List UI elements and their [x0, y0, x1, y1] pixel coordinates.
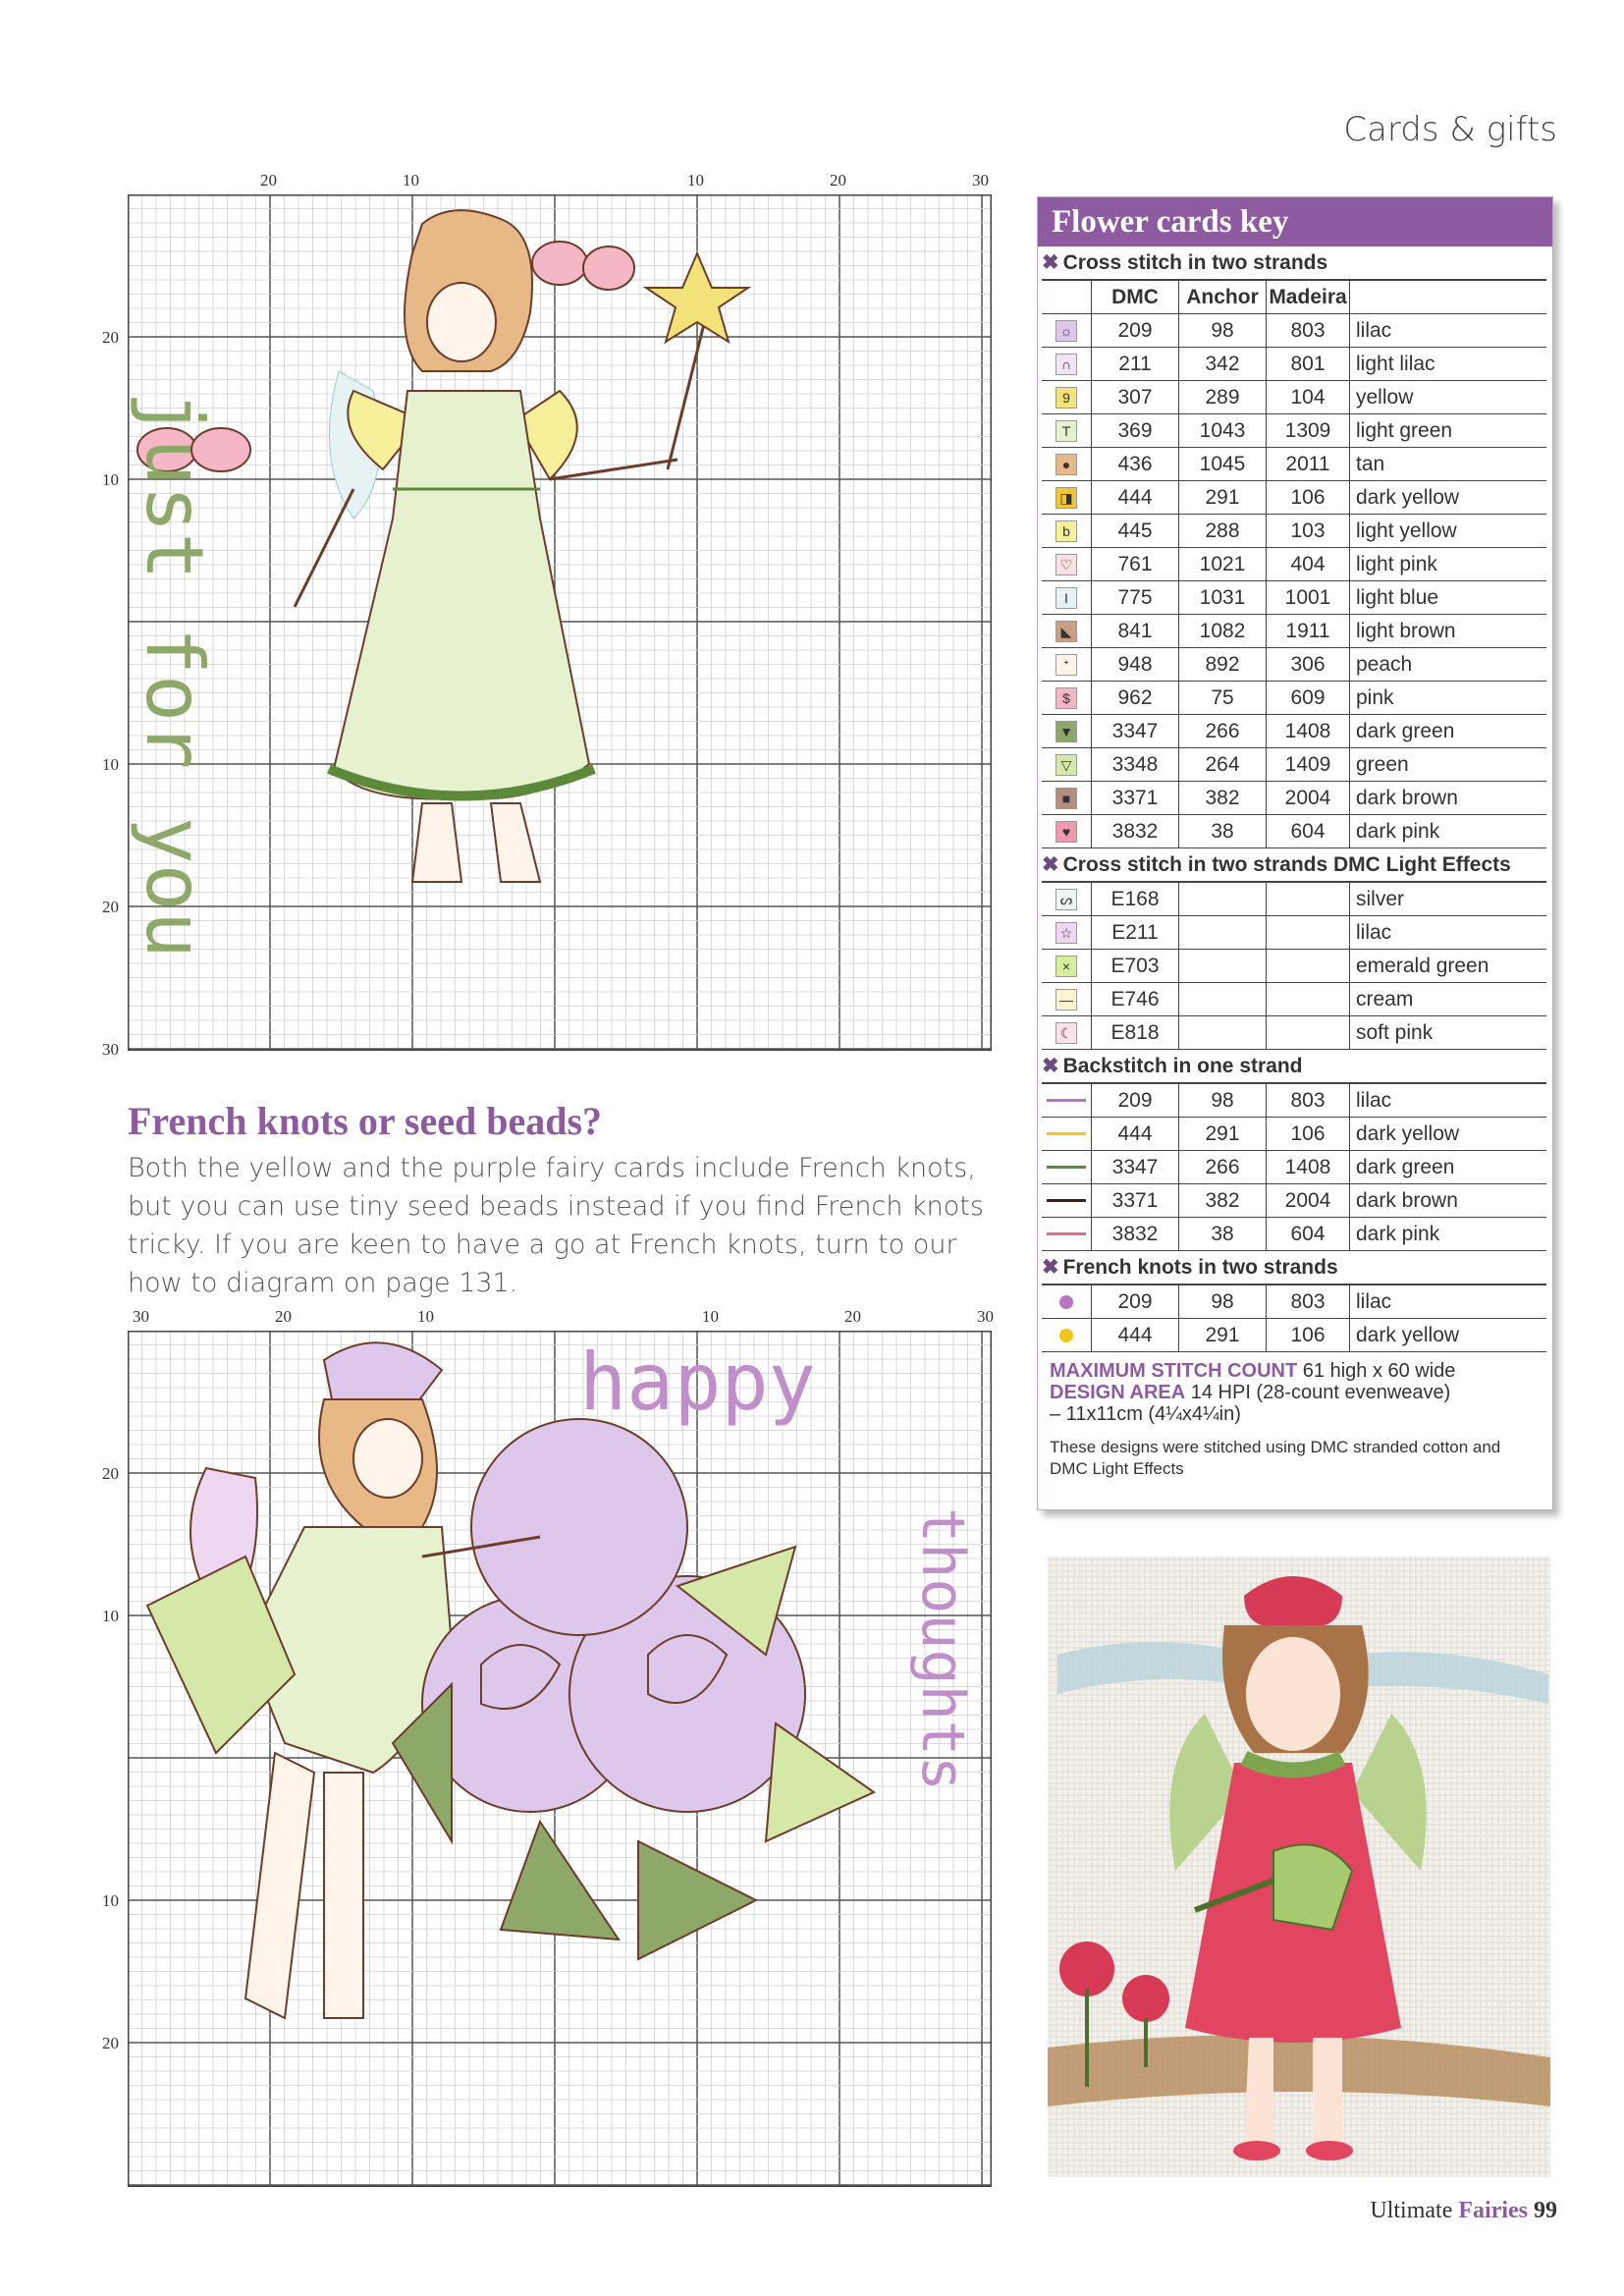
backstitch-line-icon — [1047, 1199, 1086, 1202]
magazine-name: Ultimate — [1370, 2198, 1453, 2223]
left-axis-number: 10 — [102, 755, 119, 774]
backstitch-line-icon — [1047, 1166, 1086, 1169]
stitch-symbol-icon: ∩ — [1056, 354, 1077, 375]
left-axis-number: 10 — [102, 470, 119, 489]
page-footer — [1370, 2198, 1557, 2224]
key-row: T 369 1043 1309 light green — [1042, 414, 1546, 448]
top-axis-number: 20 — [275, 1307, 292, 1326]
key-row: 3832 38 604 dark pink — [1042, 1218, 1546, 1251]
key-row: ☾ E818 soft pink — [1042, 1016, 1546, 1050]
key-row: ▼ 3347 266 1408 dark green — [1042, 715, 1546, 748]
stitch-symbol-icon: b — [1056, 520, 1077, 542]
chart-message-side: thoughts — [908, 1507, 977, 1791]
top-axis-number: 30 — [972, 171, 989, 190]
key-title: Flower cards key — [1038, 197, 1552, 246]
tip-body: Both the yellow and the purple fairy cards include French knots, but you can use tiny seed beads instead if you find French knots tricky. If you are keen to have a go at French knots, turn to our how to diagram on page 131. — [128, 1153, 984, 1298]
top-axis-number: 20 — [830, 171, 846, 190]
stitch-symbol-icon: ■ — [1056, 788, 1077, 809]
cross-stitch-chart-fairy-yellow — [102, 171, 992, 1059]
key-row: ● 436 1045 2011 tan — [1042, 448, 1546, 481]
design-area-label: DESIGN AREA — [1050, 1382, 1186, 1403]
design-area-value: 14 HPI (28-count evenweave) — [1190, 1382, 1451, 1403]
stitch-symbol-icon: ♥ — [1056, 821, 1077, 843]
key-row: 9 307 289 104 yellow — [1042, 381, 1546, 414]
stitch-symbol-icon: I — [1056, 587, 1077, 609]
design-area-size: – 11x11cm (4¼x4¼in) — [1050, 1403, 1241, 1425]
french-knot-icon — [1059, 1295, 1073, 1309]
stitch-symbol-icon: ☾ — [1056, 1022, 1077, 1044]
key-row: 209 98 803 lilac — [1042, 1285, 1546, 1319]
key-row: — E746 cream — [1042, 983, 1546, 1016]
key-row: ♡ 761 1021 404 light pink — [1042, 548, 1546, 581]
chart-grid — [128, 1331, 992, 2187]
stitch-symbol-icon: T — [1056, 420, 1077, 442]
key-row: ☆ E211 lilac — [1042, 916, 1546, 950]
key-row: I 775 1031 1001 light blue — [1042, 581, 1546, 615]
left-axis-number: 20 — [102, 898, 119, 916]
chart-message-vertical: just for you — [129, 391, 220, 958]
backstitch-line-icon — [1047, 1099, 1086, 1102]
backstitch-line-icon — [1047, 1232, 1086, 1235]
stitched-card-photo — [1048, 1557, 1550, 2177]
key-section-heading: ✖ Backstitch in one strand — [1042, 1050, 1546, 1084]
left-axis-number: 20 — [102, 1464, 119, 1483]
cross-stitch-chart-fairy-purple — [102, 1307, 994, 2187]
key-section-heading: ✖ Cross stitch in two strands — [1042, 246, 1546, 280]
backstitch-line-icon — [1047, 1132, 1086, 1135]
french-knot-icon — [1059, 1329, 1073, 1342]
key-row: 3347 266 1408 dark green — [1042, 1151, 1546, 1184]
stitch-symbol-icon: 9 — [1056, 387, 1077, 409]
key-section-heading: ✖ Cross stitch in two strands DMC Light Effects — [1042, 848, 1546, 883]
key-row: $ 962 75 609 pink — [1042, 682, 1546, 715]
section-label: Cards & gifts — [1343, 110, 1557, 149]
key-row: × E703 emerald green — [1042, 950, 1546, 983]
top-axis-number: 20 — [844, 1307, 861, 1326]
stitch-symbol-icon: ▼ — [1056, 721, 1077, 742]
key-row: 444 291 106 dark yellow — [1042, 1319, 1546, 1352]
max-stitch-label: MAXIMUM STITCH COUNT — [1050, 1360, 1298, 1382]
left-axis-number: 10 — [102, 1607, 119, 1625]
key-row: ᐩ 948 892 306 peach — [1042, 648, 1546, 682]
left-axis-number: 20 — [102, 2034, 119, 2052]
top-axis-number: 30 — [977, 1307, 994, 1326]
key-row: ◣ 841 1082 1911 light brown — [1042, 615, 1546, 648]
page-number: 99 — [1534, 2198, 1557, 2223]
chart-grid — [128, 194, 992, 1051]
stitch-symbol-icon: ● — [1056, 454, 1077, 475]
stitch-symbol-icon: ☆ — [1056, 922, 1077, 944]
key-row: 3371 382 2004 dark brown — [1042, 1184, 1546, 1218]
stitch-symbol-icon: — — [1056, 989, 1077, 1011]
magazine-title: Fairies — [1458, 2198, 1528, 2223]
max-stitch-value: 61 high x 60 wide — [1302, 1360, 1456, 1382]
stitch-symbol-icon: $ — [1056, 687, 1077, 709]
top-axis-number: 10 — [403, 171, 419, 190]
key-section-heading: ✖ French knots in two strands — [1042, 1251, 1546, 1285]
key-row: 444 291 106 dark yellow — [1042, 1118, 1546, 1151]
key-table — [1042, 246, 1546, 1352]
stitch-symbol-icon: ☼ — [1056, 320, 1077, 342]
stitch-symbol-icon: ◣ — [1056, 621, 1077, 642]
flower-cards-key — [1037, 196, 1553, 1510]
left-axis-number: 10 — [102, 1891, 119, 1910]
chart-message-top: happy — [579, 1337, 816, 1428]
top-axis-number: 10 — [417, 1307, 434, 1326]
key-row: b 445 288 103 light yellow — [1042, 515, 1546, 548]
top-axis-number: 10 — [687, 171, 704, 190]
key-row: ☼ 209 98 803 lilac — [1042, 314, 1546, 348]
top-axis-number: 10 — [702, 1307, 719, 1326]
stitch-symbol-icon: ▽ — [1056, 754, 1077, 776]
top-axis-number: 20 — [260, 171, 277, 190]
key-row: 209 98 803 lilac — [1042, 1083, 1546, 1118]
left-axis-number: 20 — [102, 328, 119, 347]
thread-note: These designs were stitched using DMC stranded cotton and DMC Light Effects — [1050, 1438, 1501, 1478]
key-column-header: DMC Anchor Madeira — [1042, 280, 1546, 314]
tip-title: French knots or seed beads? — [128, 1099, 603, 1143]
key-row: ♥ 3832 38 604 dark pink — [1042, 815, 1546, 848]
left-axis-number: 30 — [102, 1040, 119, 1059]
fairy-figure-green — [137, 210, 748, 882]
stitch-symbol-icon: ♡ — [1056, 554, 1077, 575]
fairy-figure-purple — [147, 1342, 874, 2018]
stitch-symbol-icon: ◨ — [1056, 487, 1077, 509]
top-axis-number: 30 — [133, 1307, 149, 1326]
key-row: ■ 3371 382 2004 dark brown — [1042, 782, 1546, 815]
key-row: ◨ 444 291 106 dark yellow — [1042, 481, 1546, 515]
stitch-symbol-icon: ᔕ — [1056, 889, 1077, 910]
stitch-symbol-icon: ᐩ — [1056, 654, 1077, 676]
key-row: ᔕ E168 silver — [1042, 882, 1546, 916]
stitched-fairy-image — [1048, 1557, 1550, 2177]
key-row: ▽ 3348 264 1409 green — [1042, 748, 1546, 782]
key-row: ∩ 211 342 801 light lilac — [1042, 348, 1546, 381]
stitch-stats — [1038, 1352, 1552, 1425]
stitch-symbol-icon: × — [1056, 956, 1077, 977]
